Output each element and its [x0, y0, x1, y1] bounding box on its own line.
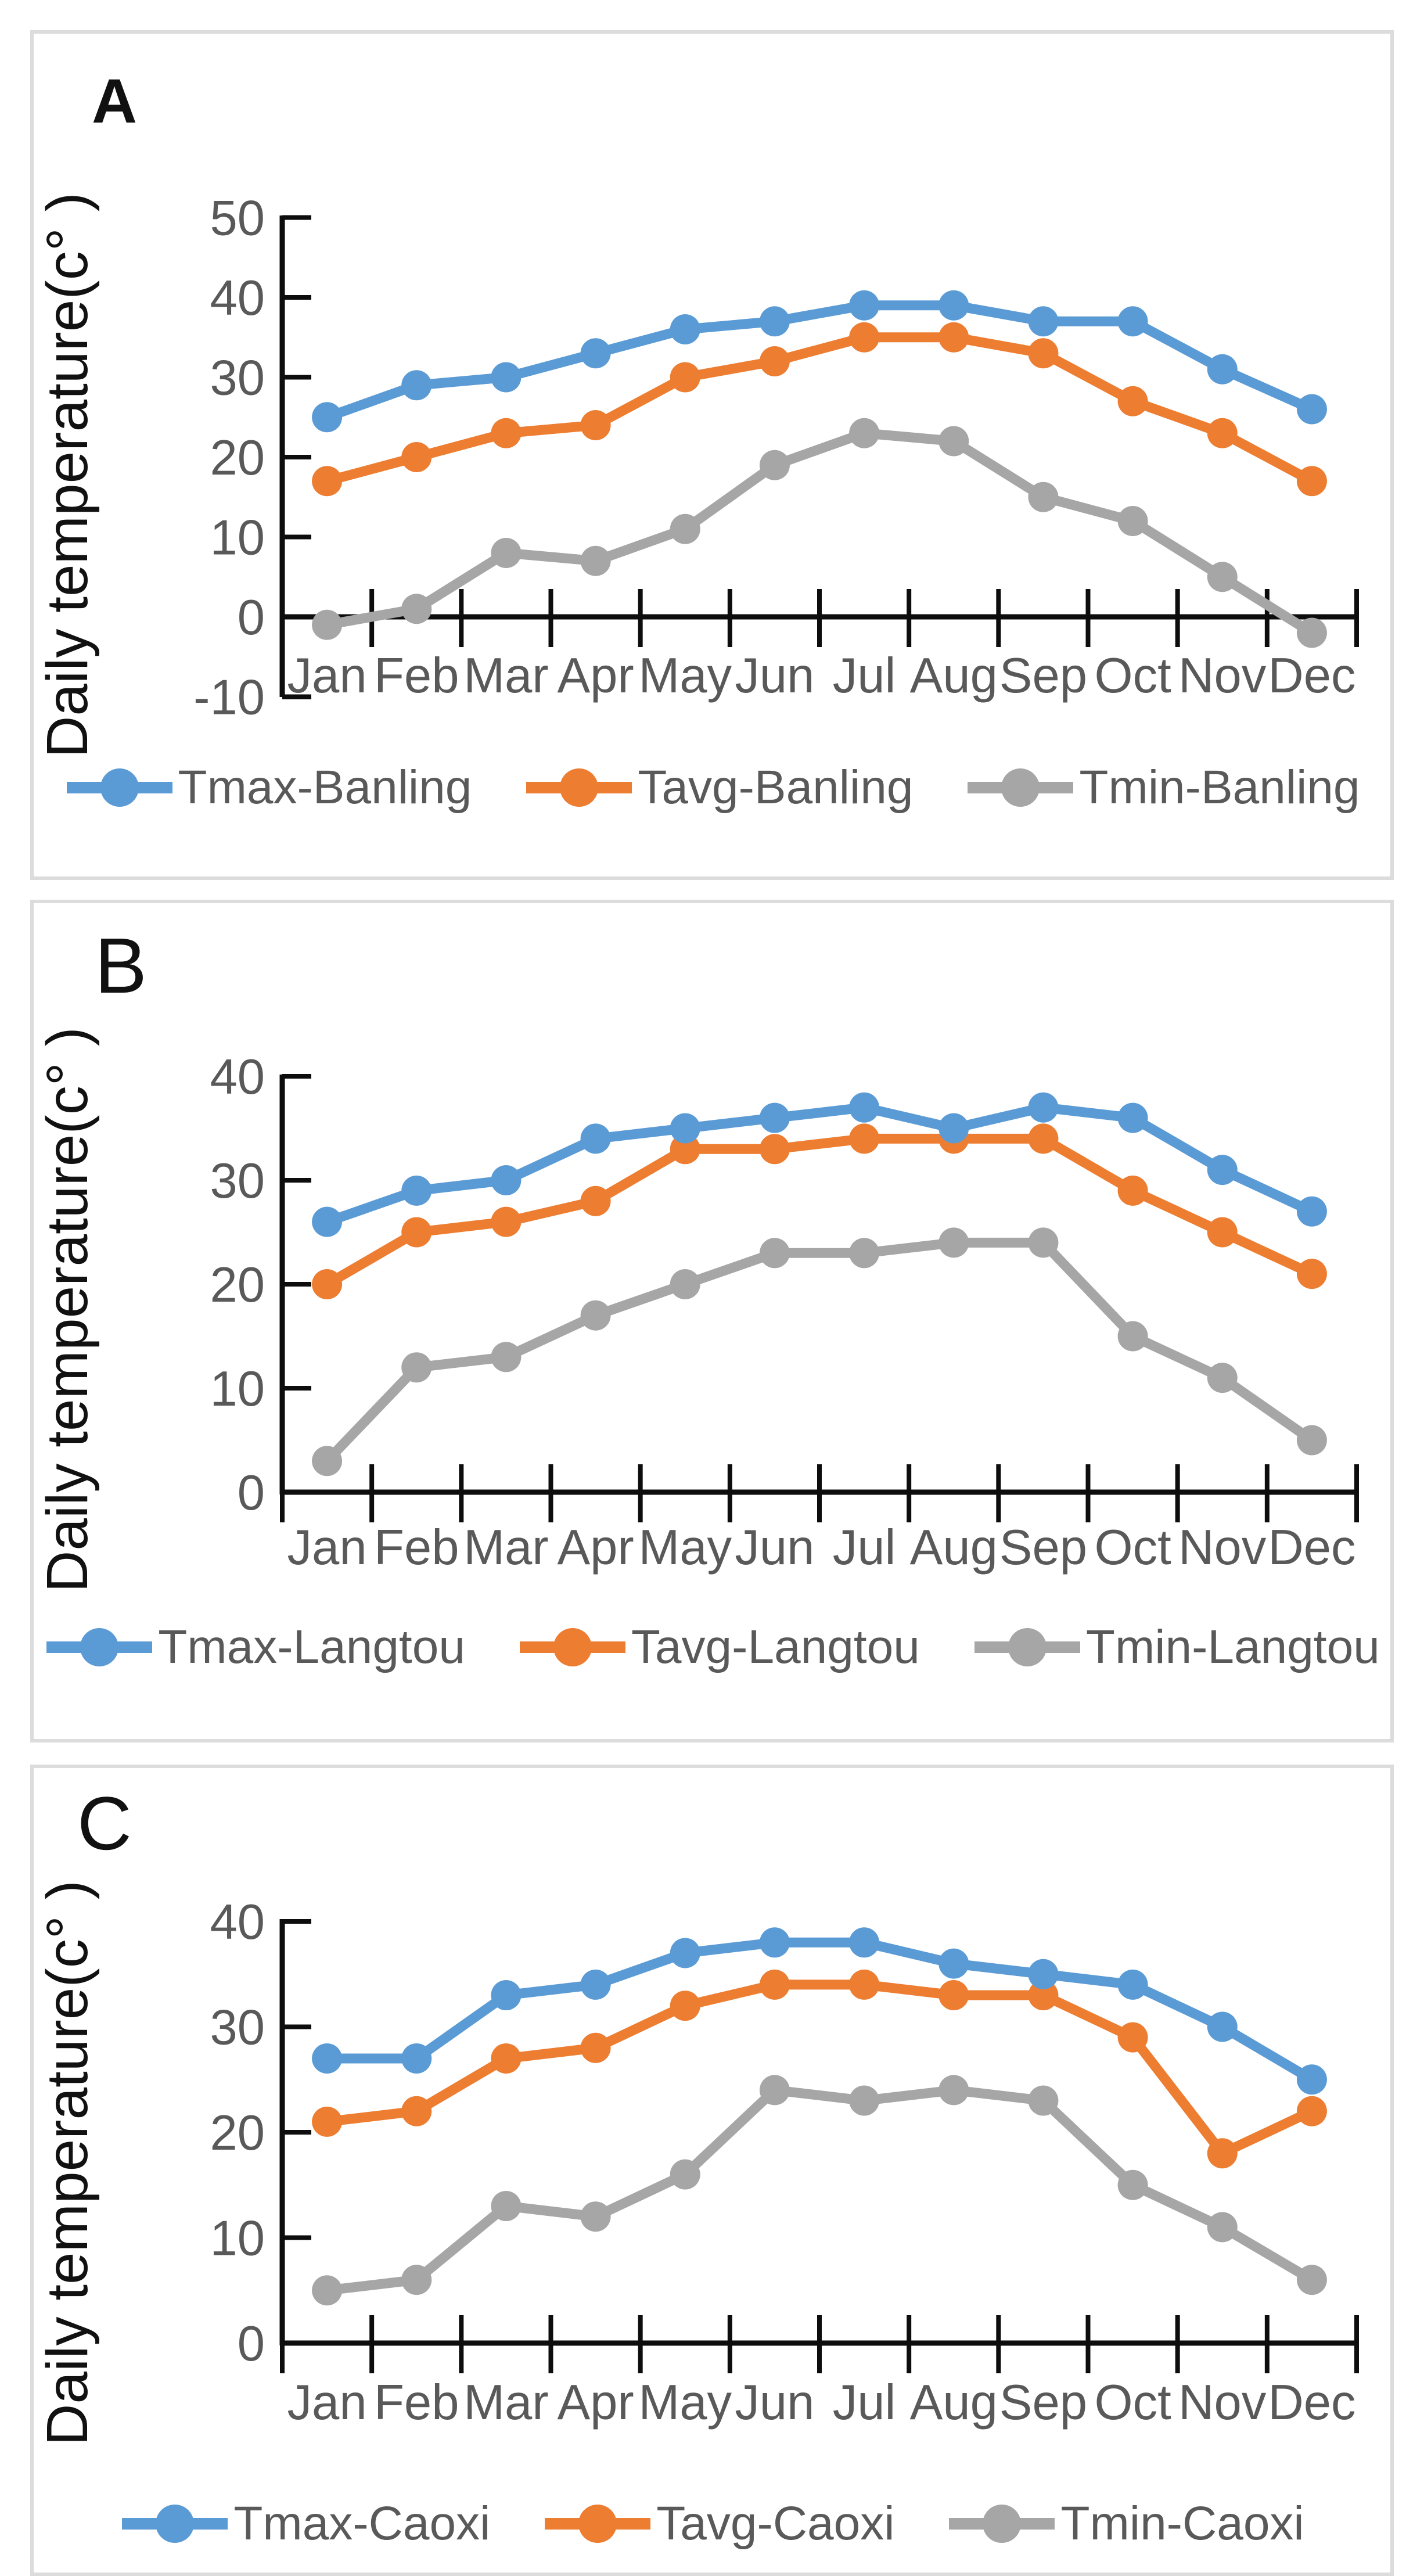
data-point-Tmax-Banling-Jul: [849, 290, 879, 321]
data-point-Tmin-Langtou-Oct: [1118, 1321, 1148, 1352]
x-tick-label: Feb: [374, 2375, 459, 2430]
data-point-Tmax-Banling-Sep: [1028, 306, 1058, 336]
y-tick-label: 30: [210, 350, 265, 406]
data-point-Tmin-Banling-Aug: [938, 426, 969, 457]
x-tick-label: Apr: [557, 1520, 634, 1575]
y-tick-label: 0: [237, 590, 265, 645]
chart-svg-a: [34, 34, 1390, 876]
y-tick-label: 20: [210, 1258, 265, 1313]
data-point-Tmin-Langtou-Jun: [760, 1238, 790, 1268]
data-point-Tmax-Langtou-Jul: [849, 1093, 879, 1123]
x-tick-label: Feb: [374, 1520, 459, 1575]
data-point-Tavg-Banling-Feb: [401, 442, 431, 472]
data-point-Tavg-Caoxi-Dec: [1297, 2096, 1327, 2126]
chart-b-legend: [34, 1619, 1390, 1675]
data-point-Tmax-Caoxi-Sep: [1028, 1959, 1058, 1989]
legend-dot: [560, 768, 598, 807]
legend-item-Tmin-Banling: [965, 760, 1360, 815]
legend-marker-icon: [542, 2496, 653, 2552]
data-point-Tmin-Caoxi-Nov: [1207, 2212, 1238, 2242]
legend-dot: [1001, 768, 1040, 807]
x-tick-label: May: [638, 2375, 732, 2430]
x-tick-label: Apr: [557, 2375, 634, 2430]
legend-dot: [983, 2505, 1021, 2543]
data-point-Tmin-Caoxi-Jul: [849, 2086, 879, 2116]
data-point-Tavg-Banling-Oct: [1118, 386, 1148, 416]
data-point-Tmax-Caoxi-Aug: [938, 1949, 969, 1979]
x-tick-label: Feb: [374, 648, 459, 703]
data-point-Tmax-Banling-Feb: [401, 370, 431, 400]
series-line-Tavg-Langtou: [327, 1138, 1312, 1284]
data-point-Tavg-Caoxi-Jan: [312, 2107, 342, 2137]
x-tick-label: Jan: [287, 2375, 367, 2430]
data-point-Tmax-Caoxi-Jan: [312, 2043, 342, 2074]
legend-marker-icon: [120, 2496, 230, 2552]
data-point-Tmax-Langtou-Jun: [760, 1103, 790, 1133]
data-point-Tavg-Langtou-Mar: [491, 1207, 521, 1237]
data-point-Tavg-Banling-Jul: [849, 322, 879, 353]
y-tick-label: 10: [210, 2211, 265, 2266]
data-point-Tmin-Caoxi-Sep: [1028, 2086, 1058, 2116]
legend-marker-icon: [64, 760, 175, 815]
data-point-Tmin-Caoxi-Dec: [1297, 2265, 1327, 2295]
data-point-Tmin-Caoxi-May: [670, 2160, 700, 2190]
legend-marker-icon: [517, 1619, 628, 1675]
legend-item-Tavg-Banling: [524, 760, 913, 815]
x-tick-label: Oct: [1094, 648, 1171, 703]
data-point-Tmax-Langtou-Feb: [401, 1176, 431, 1206]
data-point-Tmin-Caoxi-Aug: [938, 2075, 969, 2105]
x-tick-label: Sep: [999, 2375, 1088, 2430]
data-point-Tavg-Banling-Jun: [760, 346, 790, 376]
legend-label: Tmax-Banling: [178, 761, 472, 814]
data-point-Tmax-Caoxi-Feb: [401, 2043, 431, 2074]
chart-a-legend: [34, 760, 1390, 815]
data-point-Tmax-Caoxi-Nov: [1207, 2012, 1238, 2042]
data-point-Tmin-Caoxi-Apr: [581, 2201, 611, 2232]
data-point-Tmin-Caoxi-Jan: [312, 2275, 342, 2305]
data-point-Tmin-Langtou-Feb: [401, 1352, 431, 1382]
x-tick-label: Sep: [999, 1520, 1088, 1575]
y-axis-title: Daily temperature(c° ): [35, 1880, 100, 2446]
data-point-Tavg-Langtou-Apr: [581, 1186, 611, 1216]
legend-item-Tmax-Langtou: [44, 1619, 465, 1675]
x-tick-label: Aug: [909, 1520, 998, 1575]
legend-label: Tmax-Caoxi: [233, 2497, 491, 2550]
legend-item-Tavg-Caoxi: [542, 2496, 894, 2552]
data-point-Tavg-Banling-Sep: [1028, 338, 1058, 368]
data-point-Tmin-Banling-May: [670, 514, 700, 544]
x-tick-label: Jun: [735, 1520, 815, 1575]
legend-dot: [156, 2505, 194, 2543]
data-point-Tmax-Langtou-May: [670, 1113, 700, 1144]
y-tick-label: 10: [210, 510, 265, 566]
data-point-Tmin-Banling-Sep: [1028, 482, 1058, 512]
legend-dot: [553, 1628, 592, 1666]
data-point-Tmin-Banling-Nov: [1207, 562, 1238, 592]
data-point-Tmax-Banling-Mar: [491, 362, 521, 393]
data-point-Tmax-Banling-Nov: [1207, 354, 1238, 385]
data-point-Tmin-Langtou-Apr: [581, 1300, 611, 1331]
legend-label: Tavg-Caoxi: [656, 2497, 895, 2550]
data-point-Tmax-Banling-May: [670, 314, 700, 344]
data-point-Tmin-Banling-Oct: [1118, 506, 1148, 536]
panel-c: [30, 1765, 1394, 2576]
data-point-Tmax-Caoxi-Jul: [849, 1927, 879, 1957]
legend-marker-icon: [972, 1619, 1083, 1675]
x-tick-label: Sep: [999, 648, 1088, 703]
data-point-Tmin-Banling-Dec: [1297, 618, 1327, 648]
x-tick-label: Aug: [909, 648, 998, 703]
x-tick-label: Jun: [735, 2375, 815, 2430]
data-point-Tmax-Langtou-Aug: [938, 1113, 969, 1144]
x-tick-label: Dec: [1268, 1520, 1356, 1575]
x-tick-label: Jul: [832, 2375, 896, 2430]
y-tick-label: 30: [210, 1154, 265, 1209]
data-point-Tavg-Caoxi-Jun: [760, 1970, 790, 2000]
data-point-Tavg-Banling-Apr: [581, 410, 611, 440]
data-point-Tmax-Banling-Jun: [760, 306, 790, 336]
legend-item-Tmax-Caoxi: [120, 2496, 490, 2552]
x-tick-label: Nov: [1178, 648, 1267, 703]
legend-label: Tmin-Langtou: [1085, 1621, 1380, 1673]
y-tick-label: 40: [210, 271, 265, 326]
data-point-Tavg-Langtou-Feb: [401, 1217, 431, 1248]
legend-dot: [1008, 1628, 1047, 1666]
legend-item-Tmin-Caoxi: [947, 2496, 1304, 2552]
chart-svg-c: [34, 1768, 1390, 2573]
data-point-Tmax-Banling-Aug: [938, 290, 969, 321]
x-tick-label: Jul: [832, 1520, 896, 1575]
data-point-Tmin-Langtou-Sep: [1028, 1227, 1058, 1258]
legend-marker-icon: [524, 760, 634, 815]
legend-label: Tmin-Caoxi: [1060, 2497, 1304, 2550]
data-point-Tavg-Caoxi-Jul: [849, 1970, 879, 2000]
legend-item-Tavg-Langtou: [517, 1619, 920, 1675]
data-point-Tmax-Caoxi-Apr: [581, 1970, 611, 2000]
legend-label: Tmax-Langtou: [158, 1621, 465, 1673]
data-point-Tmin-Caoxi-Mar: [491, 2191, 521, 2221]
legend-label: Tmin-Banling: [1079, 761, 1360, 814]
data-point-Tmin-Banling-Jun: [760, 450, 790, 480]
chart-a: [34, 34, 1390, 879]
legend-dot: [100, 768, 139, 807]
legend-dot: [80, 1628, 118, 1666]
y-tick-label: 50: [210, 191, 265, 246]
data-point-Tavg-Caoxi-May: [670, 1991, 700, 2021]
y-tick-label: 20: [210, 2106, 265, 2161]
data-point-Tavg-Banling-Nov: [1207, 418, 1238, 448]
data-point-Tmax-Banling-Jan: [312, 402, 342, 432]
data-point-Tmax-Banling-Dec: [1297, 394, 1327, 425]
data-point-Tmax-Langtou-Sep: [1028, 1093, 1058, 1123]
chart-svg-b: [34, 903, 1390, 1739]
x-tick-label: May: [638, 648, 732, 703]
series-line-Tmax-Banling: [327, 306, 1312, 418]
data-point-Tavg-Langtou-Jul: [849, 1123, 879, 1154]
data-point-Tmax-Langtou-Oct: [1118, 1103, 1148, 1133]
data-point-Tmax-Langtou-Jan: [312, 1207, 342, 1237]
legend-label: Tavg-Banling: [638, 761, 914, 814]
x-tick-label: Jan: [287, 1520, 367, 1575]
data-point-Tmin-Langtou-Mar: [491, 1342, 521, 1372]
y-axis-title: Daily temperature(c° ): [35, 192, 100, 758]
legend-item-Tmax-Banling: [64, 760, 472, 815]
data-point-Tavg-Banling-Jan: [312, 466, 342, 496]
panel-c-label: C: [77, 1781, 132, 1866]
y-tick-label: 30: [210, 2000, 265, 2056]
data-point-Tmin-Banling-Jan: [312, 610, 342, 640]
x-tick-label: Nov: [1178, 1520, 1267, 1575]
x-tick-label: Dec: [1268, 648, 1356, 703]
data-point-Tavg-Caoxi-Mar: [491, 2043, 521, 2074]
data-point-Tmax-Banling-Apr: [581, 338, 611, 368]
y-tick-label: 10: [210, 1361, 265, 1417]
data-point-Tavg-Banling-May: [670, 362, 700, 393]
data-point-Tmax-Caoxi-Oct: [1118, 1970, 1148, 2000]
data-point-Tavg-Banling-Dec: [1297, 466, 1327, 496]
data-point-Tavg-Caoxi-Nov: [1207, 2138, 1238, 2168]
data-point-Tavg-Langtou-Jun: [760, 1134, 790, 1164]
y-tick-label: 40: [210, 1895, 265, 1950]
data-point-Tmax-Langtou-Nov: [1207, 1155, 1238, 1185]
data-point-Tavg-Caoxi-Apr: [581, 2033, 611, 2063]
data-point-Tmin-Langtou-Jan: [312, 1446, 342, 1476]
panel-a-label: A: [92, 66, 137, 136]
data-point-Tmin-Banling-Mar: [491, 538, 521, 568]
data-point-Tavg-Caoxi-Feb: [401, 2096, 431, 2126]
data-point-Tavg-Caoxi-Oct: [1118, 2022, 1148, 2053]
series-line-Tavg-Banling: [327, 337, 1312, 482]
legend-label: Tavg-Langtou: [631, 1621, 920, 1673]
chart-c-legend: [34, 2496, 1390, 2552]
data-point-Tmin-Langtou-Aug: [938, 1227, 969, 1258]
y-axis-title: Daily temperature(c° ): [35, 1027, 100, 1593]
chart-c: [34, 1768, 1390, 2575]
data-point-Tmin-Caoxi-Jun: [760, 2075, 790, 2105]
data-point-Tavg-Langtou-Oct: [1118, 1176, 1148, 1206]
x-tick-label: Aug: [909, 2375, 998, 2430]
x-tick-label: Oct: [1094, 1520, 1171, 1575]
legend-marker-icon: [44, 1619, 154, 1675]
y-tick-label: -10: [193, 670, 265, 725]
x-tick-label: Jun: [735, 648, 815, 703]
data-point-Tavg-Langtou-Nov: [1207, 1217, 1238, 1248]
x-tick-label: Mar: [463, 2375, 549, 2430]
series-line-Tavg-Caoxi: [327, 1985, 1312, 2153]
data-point-Tmin-Langtou-Jul: [849, 1238, 879, 1268]
data-point-Tavg-Caoxi-Aug: [938, 1980, 969, 2010]
data-point-Tavg-Langtou-Jan: [312, 1269, 342, 1299]
x-tick-label: Mar: [463, 648, 549, 703]
x-tick-label: Oct: [1094, 2375, 1171, 2430]
panel-b-label: B: [95, 922, 148, 1009]
data-point-Tmin-Langtou-May: [670, 1269, 700, 1299]
data-point-Tmax-Caoxi-May: [670, 1938, 700, 1968]
legend-marker-icon: [965, 760, 1076, 815]
data-point-Tmin-Banling-Jul: [849, 418, 879, 448]
chart-b: [34, 903, 1390, 1742]
data-point-Tmin-Banling-Feb: [401, 594, 431, 624]
x-tick-label: Nov: [1178, 2375, 1267, 2430]
legend-item-Tmin-Langtou: [972, 1619, 1380, 1675]
data-point-Tmax-Caoxi-Dec: [1297, 2064, 1327, 2094]
x-tick-label: Dec: [1268, 2375, 1356, 2430]
x-tick-label: Jul: [832, 648, 896, 703]
panel-a: [30, 30, 1394, 880]
data-point-Tmin-Caoxi-Feb: [401, 2265, 431, 2295]
data-point-Tavg-Banling-Aug: [938, 322, 969, 353]
data-point-Tavg-Banling-Mar: [491, 418, 521, 448]
series-line-Tmin-Caoxi: [327, 2090, 1312, 2290]
data-point-Tmax-Caoxi-Mar: [491, 1980, 521, 2010]
data-point-Tmax-Langtou-Dec: [1297, 1197, 1327, 1227]
data-point-Tmin-Langtou-Dec: [1297, 1425, 1327, 1456]
y-tick-label: 0: [237, 1465, 265, 1521]
legend-marker-icon: [947, 2496, 1057, 2552]
data-point-Tavg-Langtou-Dec: [1297, 1259, 1327, 1289]
data-point-Tmin-Langtou-Nov: [1207, 1363, 1238, 1393]
data-point-Tmax-Langtou-Mar: [491, 1165, 521, 1195]
x-tick-label: Mar: [463, 1520, 549, 1575]
data-point-Tmax-Caoxi-Jun: [760, 1927, 790, 1957]
x-tick-label: Apr: [557, 648, 634, 703]
y-tick-label: 40: [210, 1050, 265, 1105]
legend-dot: [578, 2505, 617, 2543]
series-line-Tmin-Langtou: [327, 1242, 1312, 1461]
y-tick-label: 20: [210, 430, 265, 486]
data-point-Tmin-Caoxi-Oct: [1118, 2170, 1148, 2200]
x-tick-label: Jan: [287, 648, 367, 703]
series-line-Tmax-Caoxi: [327, 1942, 1312, 2079]
data-point-Tmin-Banling-Apr: [581, 546, 611, 576]
panel-b: [30, 900, 1394, 1743]
data-point-Tavg-Langtou-Sep: [1028, 1123, 1058, 1154]
y-tick-label: 0: [237, 2316, 265, 2372]
data-point-Tmax-Langtou-Apr: [581, 1123, 611, 1154]
data-point-Tmax-Banling-Oct: [1118, 306, 1148, 336]
x-tick-label: May: [638, 1520, 732, 1575]
